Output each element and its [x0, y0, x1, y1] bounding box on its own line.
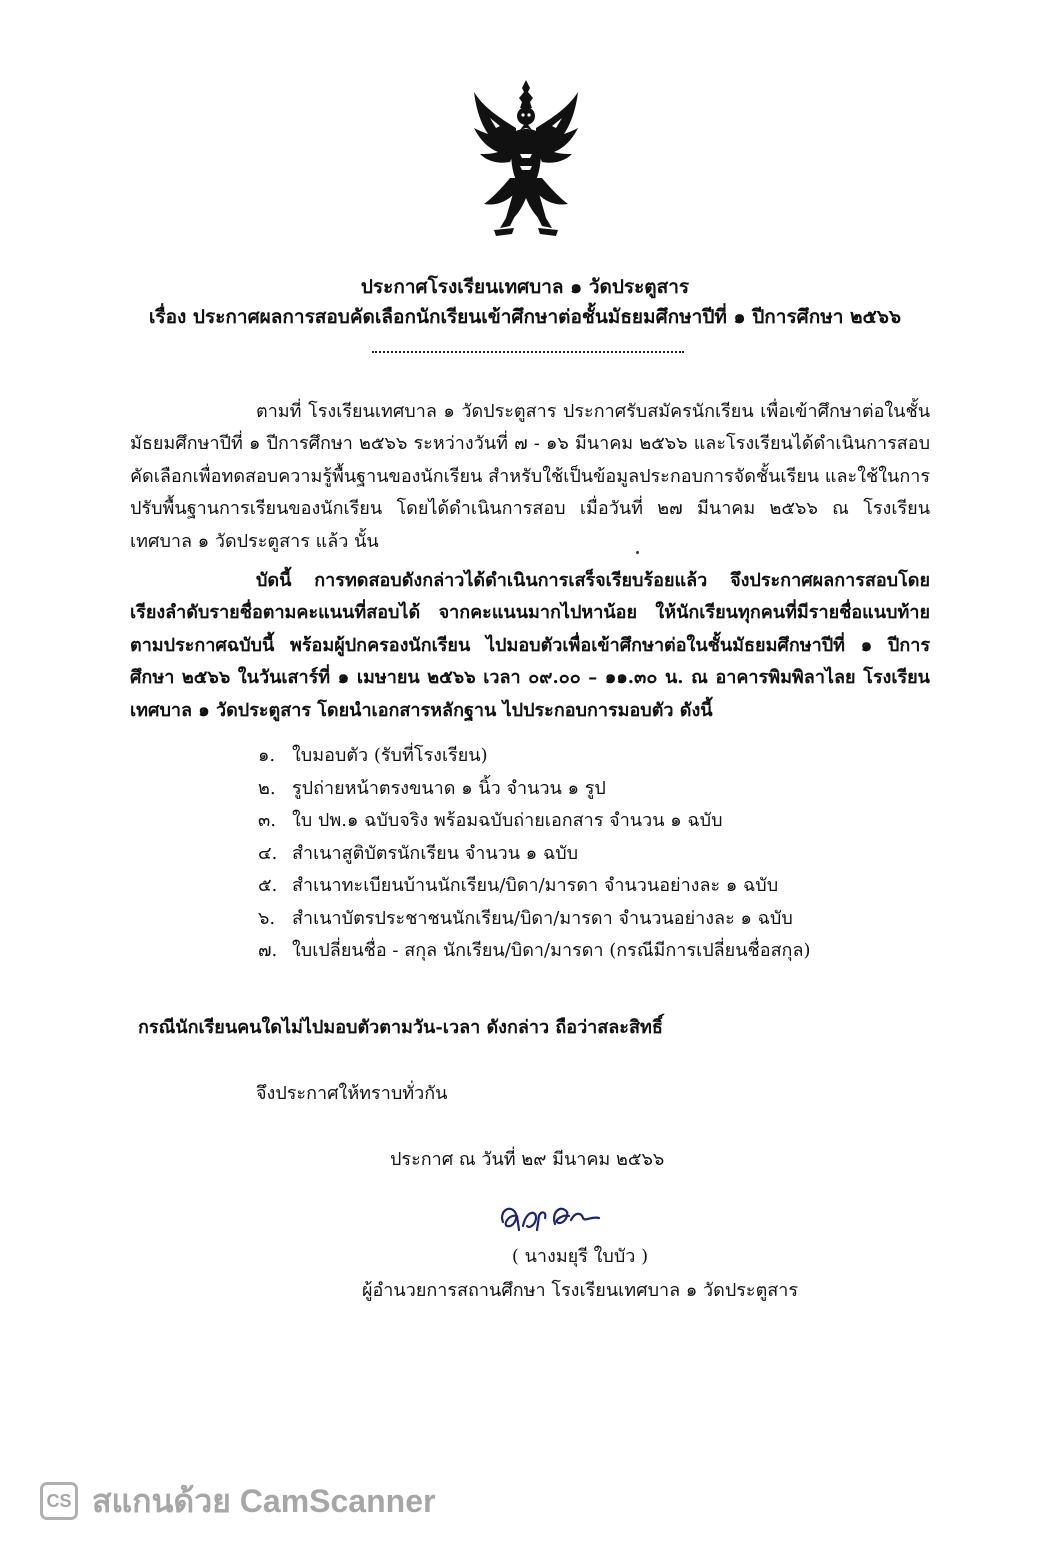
stray-mark [636, 551, 639, 554]
announcement-heading: ประกาศโรงเรียนเทศบาล ๑ วัดประตูสาร [360, 276, 690, 298]
list-item-number: ๖. [258, 907, 276, 929]
camscanner-logo-icon: CS [40, 1482, 78, 1520]
announce-statement: จึงประกาศให้ทราบทั่วกัน [256, 1083, 448, 1104]
list-item-text: สำเนาสูติบัตรนักเรียน จำนวน ๑ ฉบับ [292, 842, 579, 864]
list-item [258, 838, 898, 871]
list-item-number: ๑. [258, 745, 276, 766]
list-item [258, 935, 898, 968]
list-item-number: ๗. [258, 940, 278, 961]
announcement-date: ประกาศ ณ วันที่ ๒๙ มีนาคม ๒๕๖๖ [390, 1149, 665, 1170]
list-item-text: ใบมอบตัว (รับที่โรงเรียน) [292, 745, 488, 766]
list-item-text: สำเนาบัตรประชาชนนักเรียน/บิดา/มารดา จำนวนอย่างละ ๑ ฉบับ [292, 907, 793, 929]
list-item-number: ๕. [258, 875, 278, 896]
camscanner-watermark [40, 1478, 435, 1524]
list-item-text: ใบเปลี่ยนชื่อ - สกุล นักเรียน/บิดา/มารดา (กรณีมีการเปลี่ยนชื่อสกุล) [292, 940, 811, 961]
dotted-separator [372, 351, 684, 353]
list-item-text: รูปถ่ายหน้าตรงขนาด ๑ นิ้ว จำนวน ๑ รูป [292, 777, 606, 799]
announcement-subject: เรื่อง ประกาศผลการสอบคัดเลือกนักเรียนเข้าศึกษาต่อชั้นมัธยมศึกษาปีที่ ๑ ปีการศึกษา ๒๕๖๖ [148, 306, 902, 328]
forfeit-notice: กรณีนักเรียนคนใดไม่ไปมอบตัวตามวัน-เวลา ดังกล่าว ถือว่าสละสิทธิ์ [138, 1017, 663, 1038]
list-item-number: ๓. [258, 810, 277, 831]
list-item [258, 870, 898, 903]
garuda-emblem-icon [470, 78, 582, 240]
list-item-number: ๔. [258, 842, 278, 864]
signer-name: ( นางมยุรี ใบบัว ) [511, 1246, 649, 1267]
list-item [258, 773, 898, 806]
list-item [258, 903, 898, 936]
list-item [258, 740, 898, 773]
list-item [258, 805, 898, 838]
required-documents-list [258, 740, 898, 968]
paragraph-instructions: บัดนี้ การทดสอบดังกล่าวได้ดำเนินการเสร็จเรียบร้อยแล้ว จึงประกาศผลการสอบโดยเรียงลำดับรายชื่อตามคะแนนที่สอบได้ จากคะแนนมากไปหาน้อย ให้นักเรียนทุกคนที่มีรายชื่อแนบท้ายตามประกาศฉบับนี้ พร้อมผู้ปกครองนักเรียน ไปมอบตัวเพื่อเข้าศึกษาต่อในชั้นมัธยมศึกษาปีที่ ๑ ปีการศึกษา ๒๕๖๖ ในวันเสาร์ที่ ๑ เมษายน ๒๕๖๖ เวลา ๐๙.๐๐ – ๑๑.๓๐ น. ณ อาคารพิมพิลาไลย โรงเรียนเทศบาล ๑ วัดประตูสาร โดยนำเอกสารหลักฐาน ไปประกอบการมอบตัว ดังนี้ [130, 570, 930, 721]
list-item-number: ๒. [258, 777, 276, 799]
list-item-text: สำเนาทะเบียนบ้านนักเรียน/บิดา/มารดา จำนวนอย่างละ ๑ ฉบับ [292, 875, 779, 896]
signer-title: ผู้อำนวยการสถานศึกษา โรงเรียนเทศบาล ๑ วัดประตูสาร [361, 1280, 799, 1301]
paragraph-background: ตามที่ โรงเรียนเทศบาล ๑ วัดประตูสาร ประกาศรับสมัครนักเรียน เพื่อเข้าศึกษาต่อในชั้นมัธยมศึกษาปีที่ ๑ ปีการศึกษา ๒๕๖๖ ระหว่างวันที่ ๗ - ๑๖ มีนาคม ๒๕๖๖ และโรงเรียนได้ดำเนินการสอบคัดเลือกเพื่อทดสอบความรู้พื้นฐานของนักเรียน สำหรับใช้เป็นข้อมูลประกอบการจัดชั้นเรียน และใช้ในการปรับพื้นฐานการเรียนของนักเรียน โดยได้ดำเนินการสอบ เมื่อวันที่ ๒๗ มีนาคม ๒๕๖๖ ณ โรงเรียนเทศบาล ๑ วัดประตูสาร แล้ว นั้น [130, 401, 930, 552]
list-item-text: ใบ ปพ.๑ ฉบับจริง พร้อมฉบับถ่ายเอกสาร จำนวน ๑ ฉบับ [292, 810, 723, 831]
handwritten-signature [495, 1190, 605, 1245]
watermark-text: สแกนด้วย CamScanner [92, 1482, 436, 1519]
